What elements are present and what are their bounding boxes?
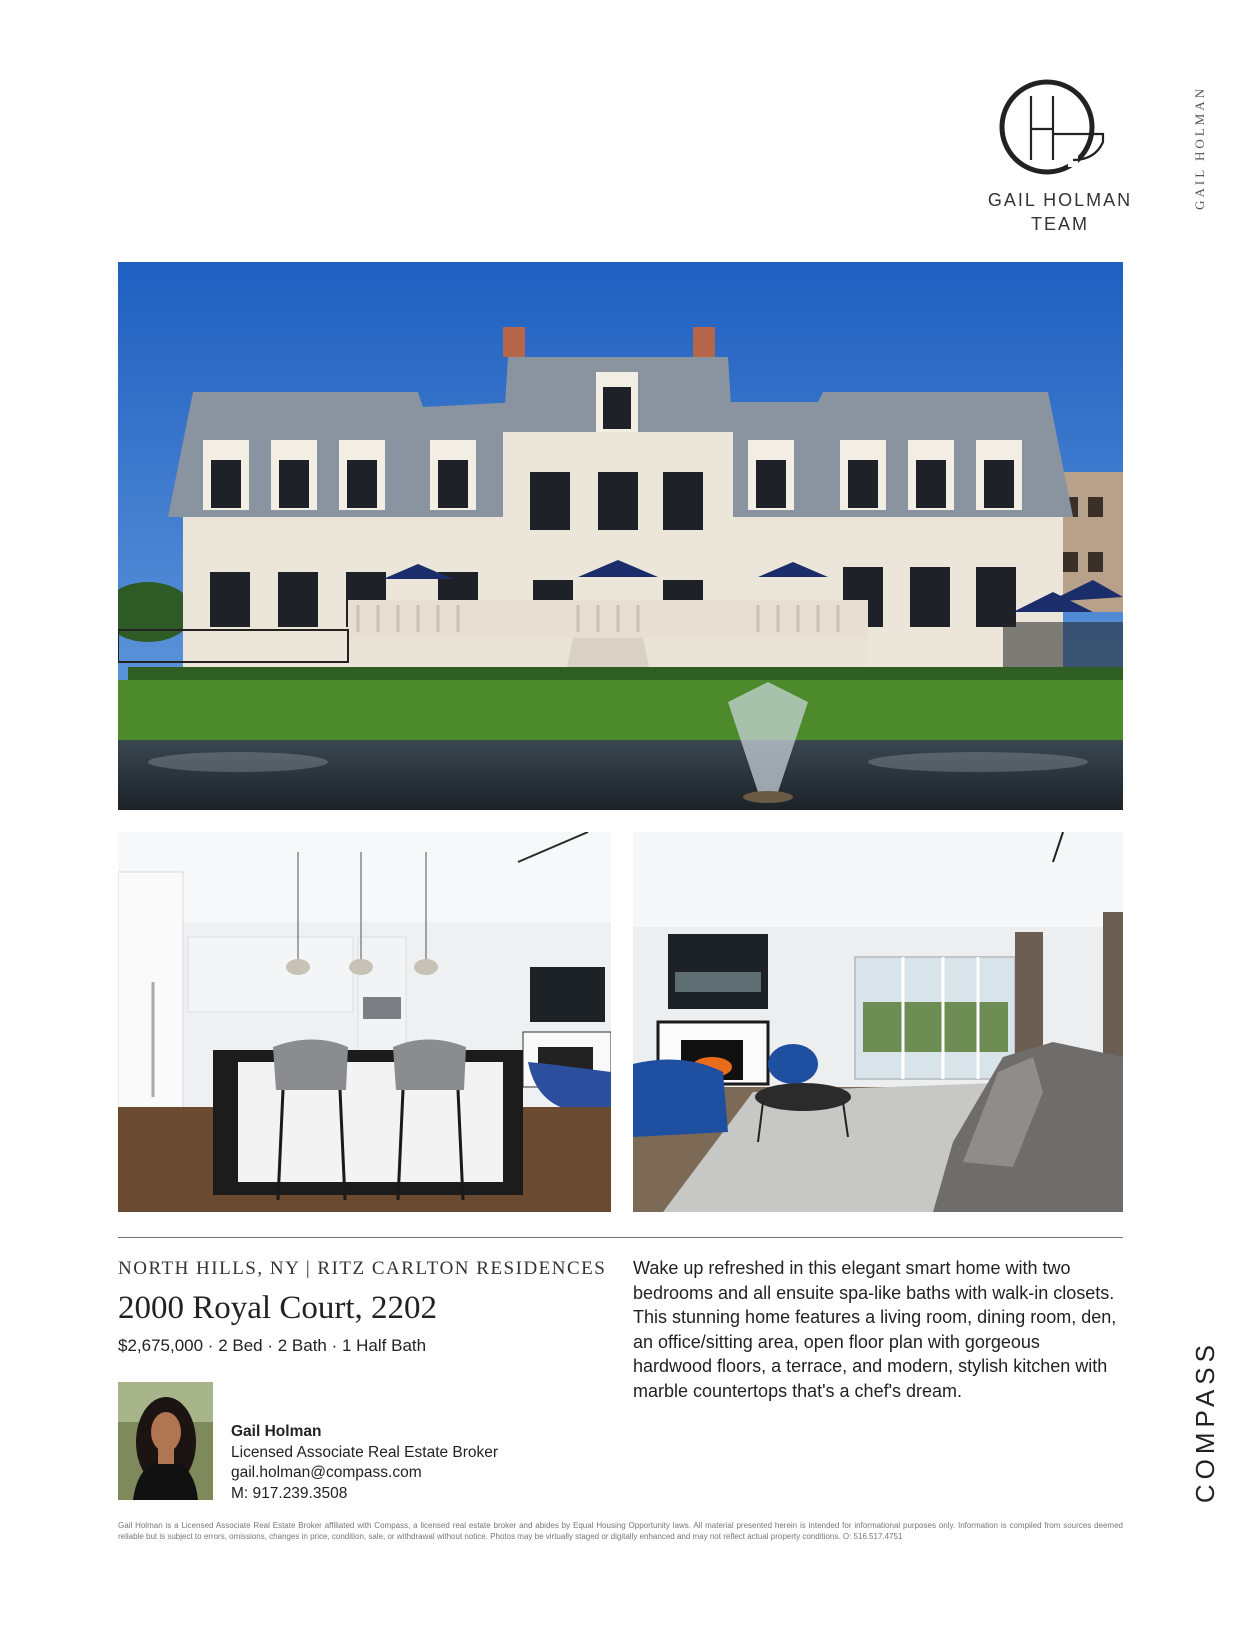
agent-avatar [118, 1382, 213, 1500]
listing-details: $2,675,000 · 2 Bed · 2 Bath · 1 Half Bath [118, 1336, 427, 1355]
agent-email[interactable]: gail.holman@compass.com [231, 1464, 422, 1481]
logo-line-2: TEAM [1030, 214, 1089, 234]
side-agent-name: GAIL HOLMAN [1192, 86, 1207, 210]
listing-address: 2000 Royal Court, 2202 [118, 1290, 437, 1326]
kitchen-photo [118, 832, 611, 1212]
listing-location: NORTH HILLS, NY | RITZ CARLTON RESIDENCES [118, 1258, 607, 1279]
agent-title: Licensed Associate Real Estate Broker [231, 1443, 499, 1461]
agent-phone[interactable]: M: 917.239.3508 [231, 1484, 348, 1502]
listing-description: Wake up refreshed in this elegant smart home with two bedrooms and all ensuite spa-like baths with walk-in closets. This stunning home features a living room, dining room, den, an office/sitting area, open floor plan with gorgeous hardwood floors, a terrace, and modern, stylish kitchen with marble countertops that's a chef's dream. [633, 1258, 1117, 1401]
hero-exterior-photo [118, 262, 1123, 810]
agent-name: Gail Holman [231, 1423, 322, 1440]
logo-line-1: GAIL HOLMAN [987, 190, 1133, 210]
compass-wordmark: COMPASS [1190, 1340, 1220, 1504]
living-room-photo [633, 832, 1123, 1212]
team-logo [955, 72, 1165, 247]
legal-disclaimer: Gail Holman is a Licensed Associate Real Estate Broker affiliated with Compass, a licensed real estate broker and abides by Equal Housing Opportunity laws. All material presented herein is intended for informational purposes only. Information is compiled from sources deemed reliable but is subject to errors, omissions, changes in price, condition, sale, or withdrawal without notice. Photos may be virtually staged or digitally enhanced and may not reflect actual property conditions. O: 516.517.4751 [118, 1521, 1123, 1541]
agent-contact [231, 1422, 498, 1504]
section-divider [118, 1237, 1123, 1238]
hg-monogram-icon [995, 72, 1125, 184]
